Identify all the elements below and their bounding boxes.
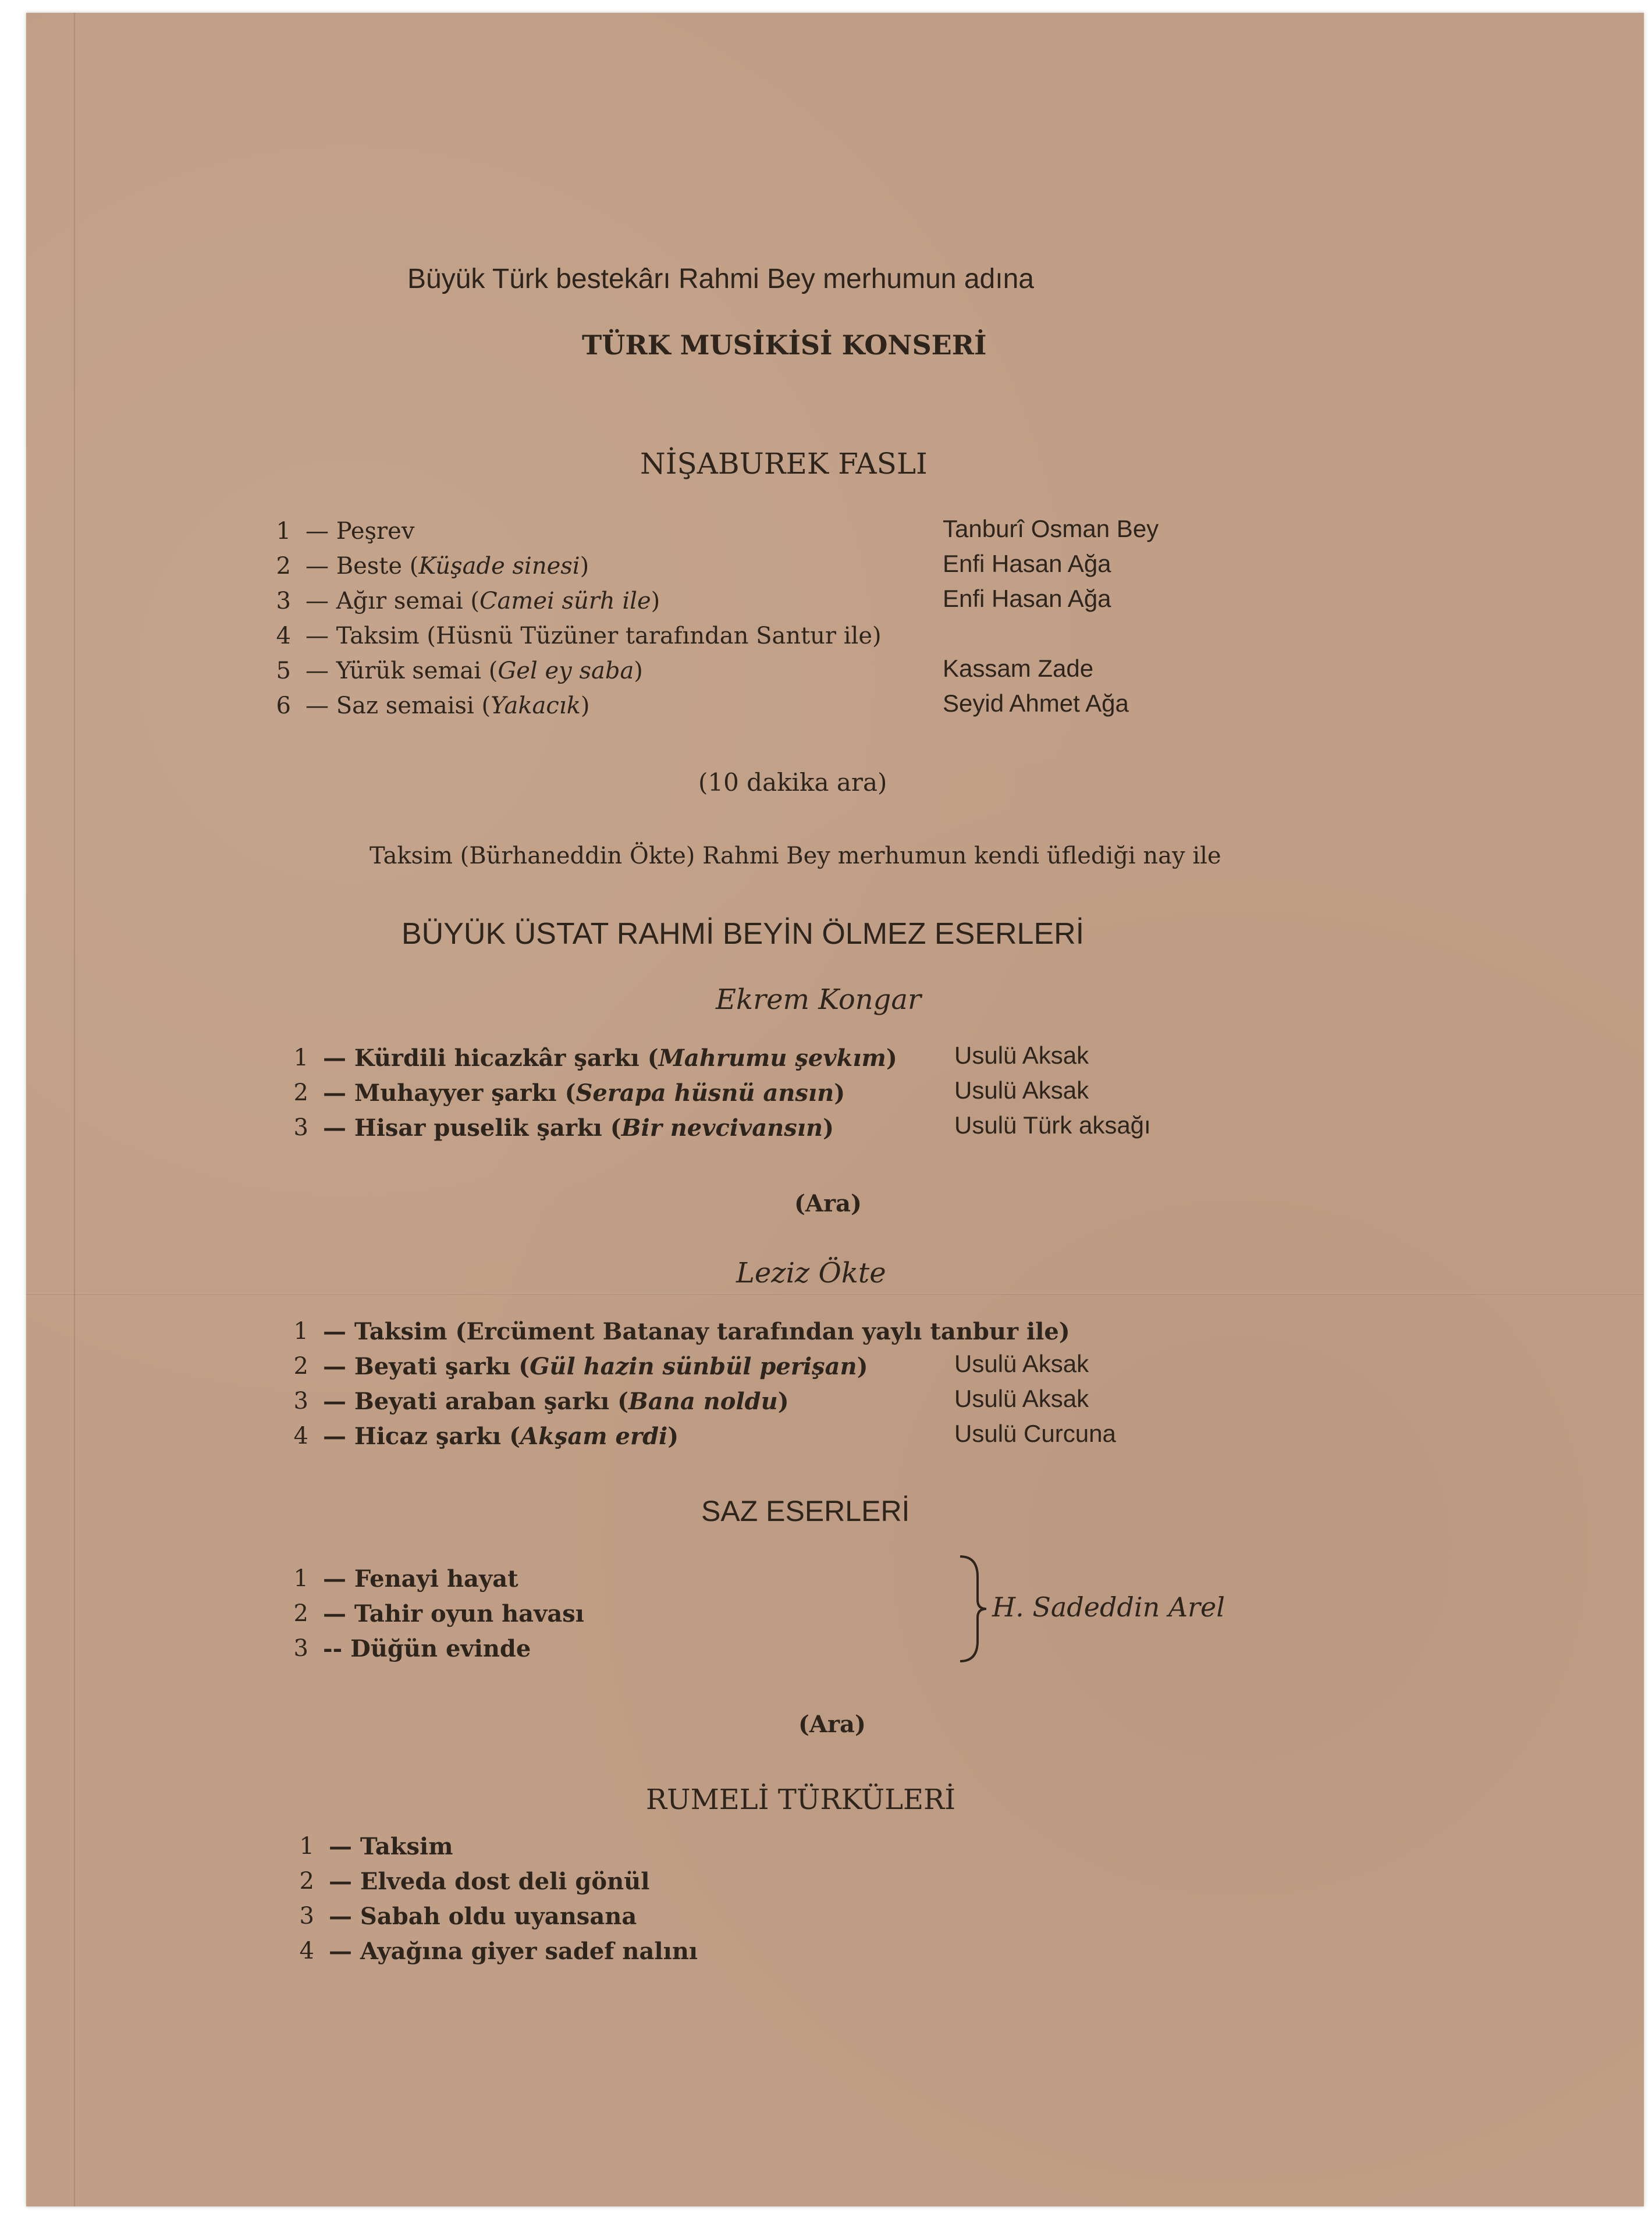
list-item-number: 4	[293, 1423, 308, 1449]
list-item-usul: Usulü Aksak	[954, 1350, 1089, 1377]
list-item-number: 1	[293, 1565, 308, 1592]
dedication-line: Büyük Türk bestekârı Rahmi Bey merhumun adına	[407, 264, 1034, 294]
break-note: (Ara)	[798, 1711, 866, 1738]
list-item-piece: — Beyati araban şarkı (Bana noldu)	[323, 1388, 789, 1415]
list-item-piece: — Ayağına giyer sadef nalını	[329, 1938, 698, 1965]
list-item-number: 2	[293, 1600, 308, 1627]
list-item-number: 3	[293, 1114, 308, 1141]
taksim-note: Taksim (Bürhaneddin Ökte) Rahmi Bey merhumun kendi üflediği nay ile	[370, 843, 1221, 869]
break-note: (Ara)	[794, 1190, 862, 1217]
list-item-piece: — Taksim (Hüsnü Tüzüner tarafından Santur ile)	[305, 623, 882, 649]
list-item-piece: — Taksim	[329, 1833, 453, 1860]
paper-edge-line	[74, 13, 75, 2206]
saz-heading: SAZ ESERLERİ	[701, 1495, 910, 1527]
list-item-usul: Usulü Aksak	[954, 1042, 1089, 1069]
list-item-piece: — Taksim (Ercüment Batanay tarafından yaylı tanbur ile)	[323, 1318, 1070, 1345]
list-item-piece: — Ağır semai (Camei sürh ile)	[305, 588, 660, 614]
rumeli-heading: RUMELİ TÜRKÜLERİ	[646, 1783, 956, 1816]
list-item-number: 3	[293, 1388, 308, 1415]
list-item-composer: Kassam Zade	[943, 655, 1094, 682]
list-item-piece: — Muhayyer şarkı (Serapa hüsnü ansın)	[323, 1079, 845, 1107]
list-item-piece: — Sabah oldu uyansana	[329, 1903, 637, 1930]
nisaburek-heading: NİŞABUREK FASLI	[640, 447, 928, 481]
list-item-number: 2	[293, 1353, 308, 1380]
list-item-piece: — Beyati şarkı (Gül hazin sünbül perişan)	[323, 1353, 868, 1380]
paper-fold	[26, 1293, 1644, 1295]
list-item-usul: Usulü Aksak	[954, 1076, 1089, 1104]
list-item-piece: — Hicaz şarkı (Akşam erdi)	[323, 1423, 679, 1450]
list-item-number: 2	[299, 1868, 314, 1895]
list-item-number: 4	[276, 623, 291, 649]
list-item-piece: — Tahir oyun havası	[323, 1600, 584, 1627]
list-item-usul: Usulü Aksak	[954, 1385, 1089, 1412]
list-item-number: 1	[293, 1318, 308, 1345]
list-item-number: 3	[299, 1903, 314, 1929]
list-item-composer: Enfi Hasan Ağa	[943, 550, 1111, 577]
list-item-number: 1	[299, 1833, 314, 1860]
list-item-composer: Seyid Ahmet Ağa	[943, 690, 1129, 717]
list-item-piece: — Kürdili hicazkâr şarkı (Mahrumu şevkım)	[323, 1044, 897, 1072]
ustat-heading: BÜYÜK ÜSTAT RAHMİ BEYİN ÖLMEZ ESERLERİ	[402, 917, 1085, 951]
list-item-number: 1	[293, 1044, 308, 1071]
list-item-number: 5	[276, 658, 291, 684]
list-item-number: 6	[276, 692, 291, 719]
page-title: TÜRK MUSİKİSİ KONSERİ	[582, 329, 987, 361]
list-item-piece: — Peşrev	[305, 518, 415, 545]
list-item-number: 3	[276, 588, 291, 614]
list-item-number: 1	[276, 518, 291, 545]
list-item-number: 3	[293, 1635, 308, 1662]
list-item-piece: — Beste (Küşade sinesi)	[305, 553, 589, 580]
list-item-piece: — Fenayi hayat	[323, 1565, 518, 1593]
performer-name: Leziz Ökte	[736, 1257, 886, 1289]
list-item-number: 2	[293, 1079, 308, 1106]
list-item-composer: Enfi Hasan Ağa	[943, 585, 1111, 612]
list-item-piece: -- Düğün evinde	[323, 1635, 531, 1662]
list-item-piece: — Saz semaisi (Yakacık)	[305, 692, 590, 719]
list-item-usul: Usulü Curcuna	[954, 1420, 1116, 1447]
saz-composer: H. Sadeddin Arel	[992, 1591, 1225, 1623]
brace-icon	[954, 1554, 989, 1664]
list-item-composer: Tanburî Osman Bey	[943, 515, 1159, 542]
list-item-number: 2	[276, 553, 291, 580]
break-note: (10 dakika ara)	[698, 768, 887, 797]
list-item-piece: — Elveda dost deli gönül	[329, 1868, 650, 1895]
performer-name: Ekrem Kongar	[716, 983, 921, 1016]
list-item-number: 4	[299, 1938, 314, 1964]
list-item-piece: — Hisar puselik şarkı (Bir nevcivansın)	[323, 1114, 834, 1142]
list-item-usul: Usulü Türk aksağı	[954, 1111, 1151, 1139]
list-item-piece: — Yürük semai (Gel ey saba)	[305, 658, 643, 684]
